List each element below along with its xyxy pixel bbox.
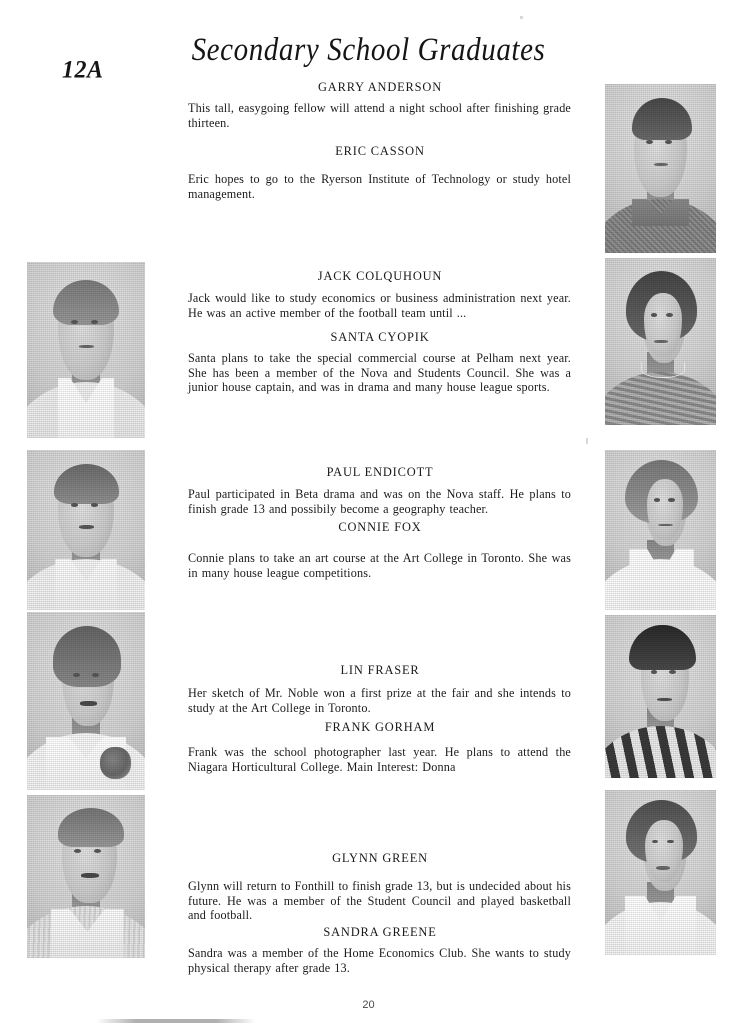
portrait-eye-left — [646, 140, 653, 144]
portrait-left-4 — [27, 795, 145, 958]
entry-text: Eric hopes to go to the Ryerson Institute of Technology or study hotel management. — [188, 172, 571, 201]
entry-name: JACK COLQUHOUN — [317, 269, 443, 283]
portrait-mouth — [79, 345, 94, 348]
portrait-right-1 — [605, 84, 716, 253]
entry-garry-anderson — [186, 80, 574, 130]
entry-name: GARRY ANDERSON — [317, 80, 442, 94]
portrait-right-5 — [605, 790, 716, 955]
entry-name: SANDRA GREENE — [323, 925, 437, 939]
portrait-eye-right — [94, 849, 101, 853]
portrait-face — [645, 820, 683, 883]
portrait-eye-right — [668, 498, 675, 502]
portrait-left-3 — [27, 612, 145, 790]
portrait-eye-right — [92, 673, 99, 677]
entry-text: Frank was the school photographer last year. He plans to attend the Niagara Horticultural College. Main Interest: Donna — [188, 745, 571, 774]
portrait-eye-left — [74, 849, 81, 853]
portrait-mouth — [80, 701, 97, 706]
entry-frank-gorham — [186, 720, 574, 774]
portrait-mouth — [81, 873, 99, 878]
entry-sandra-greene — [186, 925, 574, 975]
portrait-eye-right — [666, 313, 673, 317]
portrait-right-2 — [605, 258, 716, 425]
entry-name: PAUL ENDICOTT — [326, 465, 434, 479]
page-title: Secondary School Graduates — [191, 32, 546, 68]
entry-text: Jack would like to study economics or business administration next year. He was an active member of the football team until ... — [188, 291, 571, 320]
entry-text: Paul participated in Beta drama and was on the Nova staff. He plans to finish grade 13 and possibily become a geography teacher. — [188, 487, 571, 516]
entry-name: SANTA CYOPIK — [330, 330, 430, 344]
entry-text: This tall, easygoing fellow will attend a night school after finishing grade thirteen. — [188, 101, 571, 130]
portrait-mouth — [654, 340, 668, 343]
portrait-mouth — [657, 698, 671, 701]
entry-name: LIN FRASER — [340, 663, 420, 677]
entry-jack-colquhoun — [186, 269, 574, 320]
portrait-right-4 — [605, 615, 716, 778]
entry-name: GLYNN GREEN — [332, 851, 428, 865]
entry-name: FRANK GORHAM — [324, 720, 436, 734]
entry-connie-fox — [186, 520, 574, 580]
scan-edge-smudge — [96, 1019, 256, 1023]
entry-eric-casson — [186, 144, 574, 201]
entry-santa-cyopik — [186, 330, 574, 395]
scan-speck — [520, 16, 523, 19]
entry-paul-endicott — [186, 465, 574, 516]
entry-lin-fraser — [186, 663, 574, 715]
portrait-hair — [53, 626, 121, 687]
portrait-necklace — [641, 362, 685, 378]
entry-name: CONNIE FOX — [338, 520, 422, 534]
entry-text: Glynn will return to Fonthill to finish grade 13, but is undecided about his future. He was a member of the Student Council and played basketball and football. — [188, 879, 571, 923]
portrait-eye-left — [73, 673, 80, 677]
entry-text: Sandra was a member of the Home Economics Club. She wants to study physical therapy after grade 13. — [188, 946, 571, 975]
entry-glynn-green — [186, 851, 574, 923]
portrait-right-3 — [605, 450, 716, 610]
portrait-corsage — [100, 747, 131, 779]
portrait-face — [644, 293, 682, 356]
entry-text: Connie plans to take an art course at the Art College in Toronto. She was in many house league competitions. — [188, 551, 571, 580]
page-number: 20 — [362, 999, 375, 1011]
graduate-entries — [186, 0, 574, 1024]
portrait-eye-left — [71, 503, 78, 507]
entry-text: Santa plans to take the special commercial course at Pelham next year. She has been a member of the Nova and Students Council. She was a junior house captain, and was in drama and many house league sports. — [188, 351, 571, 395]
grade-label: 12A — [62, 56, 104, 84]
portrait-eye-right — [91, 503, 98, 507]
portrait-left-2 — [27, 450, 145, 610]
portrait-face — [647, 479, 683, 540]
scan-speck — [586, 438, 588, 444]
portrait-eye-right — [665, 140, 672, 144]
portrait-left-1 — [27, 262, 145, 438]
entry-name: ERIC CASSON — [335, 144, 425, 158]
entry-text: Her sketch of Mr. Noble won a first prize at the fair and she intends to study at the Art College in Toronto. — [188, 686, 571, 715]
